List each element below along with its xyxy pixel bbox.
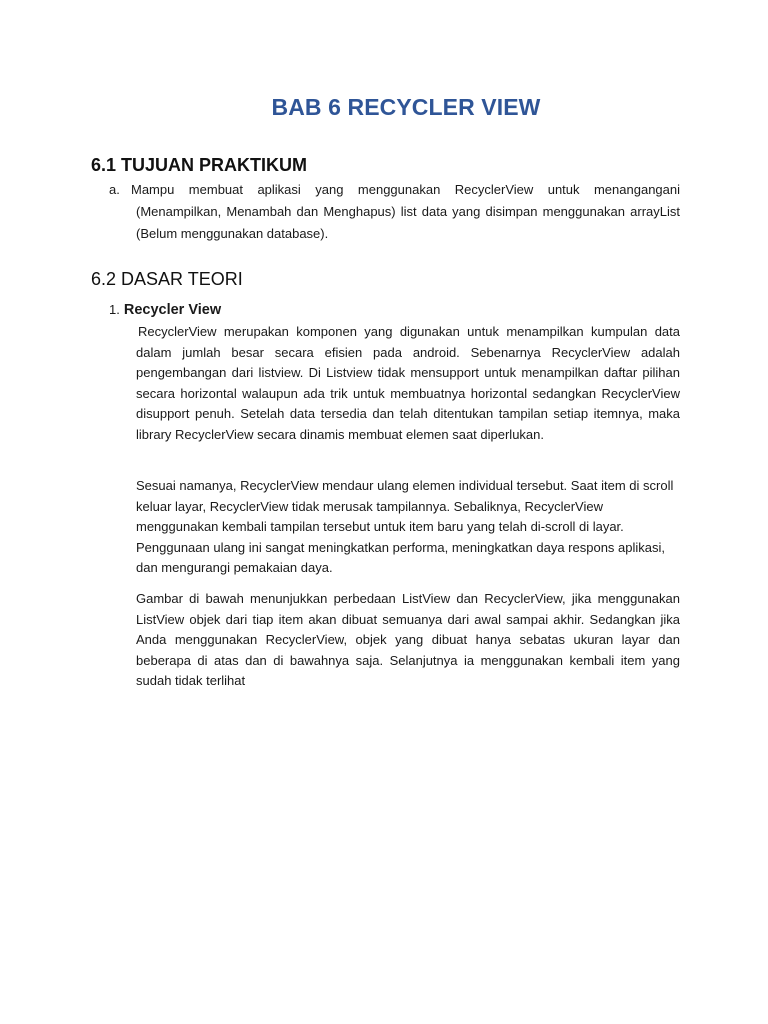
subsection-number: 1. (109, 302, 120, 317)
objective-text: Mampu membuat aplikasi yang menggunakan RecyclerView untuk menangangani (Menampilkan, Menambah dan Menghapus) list data yang disimpan menggunakan arrayList (Belum menggunakan database). (131, 182, 680, 241)
paragraph-listview-comparison: Gambar di bawah menunjukkan perbedaan ListView dan RecyclerView, jika menggunakan ListView objek dari tiap item akan dibuat semuanya dari awal sampai akhir. Sedangkan jika Anda menggunakan RecyclerView, objek yang dibuat hanya sebatas ukuran layar dan beberapa di atas dan di bawahnya saja. Selanjutnya ia menggunakan kembali item yang sudah tidak terlihat (136, 591, 680, 688)
subsection-title: Recycler View (123, 302, 222, 318)
paragraph-recyclerview-intro: RecyclerView merupakan komponen yang digunakan untuk menampilkan kumpulan data dalam jumlah besar secara efisien pada android. Sebenarnya RecyclerView adalah pengembangan dari listview. Di Listview tidak mensupport untuk menampilkan daftar pilihan secara horizontal walaupun ada trik untuk membuatnya horizontal sedangkan RecyclerView disupport penuh. Setelah data tersedia dan telah ditentukan tampilan setiap itemnya, maka library RecyclerView secara dinamis membuat elemen saat diperlukan. (136, 324, 680, 442)
subsection-heading-recycler-view (109, 299, 221, 320)
objective-list-item (109, 179, 680, 245)
section-heading-tujuan-praktikum: 6.1 TUJUAN PRAKTIKUM (91, 155, 308, 175)
paragraph-recycling-elements: Sesuai namanya, RecyclerView mendaur ulang elemen individual tersebut. Saat item di scroll keluar layar, RecyclerView tidak merusak tampilannya. Sebaliknya, RecyclerView menggunakan kembali tampilan tersebut untuk item baru yang telah di-scroll di layar. Penggunaan ulang ini sangat meningkatkan performa, meningkatkan daya respons aplikasi, dan mengurangi pemakaian daya. (136, 478, 674, 575)
chapter-title: BAB 6 RECYCLER VIEW (271, 94, 541, 120)
section-heading-dasar-teori: 6.2 DASAR TEORI (91, 269, 243, 289)
list-marker: a. (109, 182, 120, 197)
